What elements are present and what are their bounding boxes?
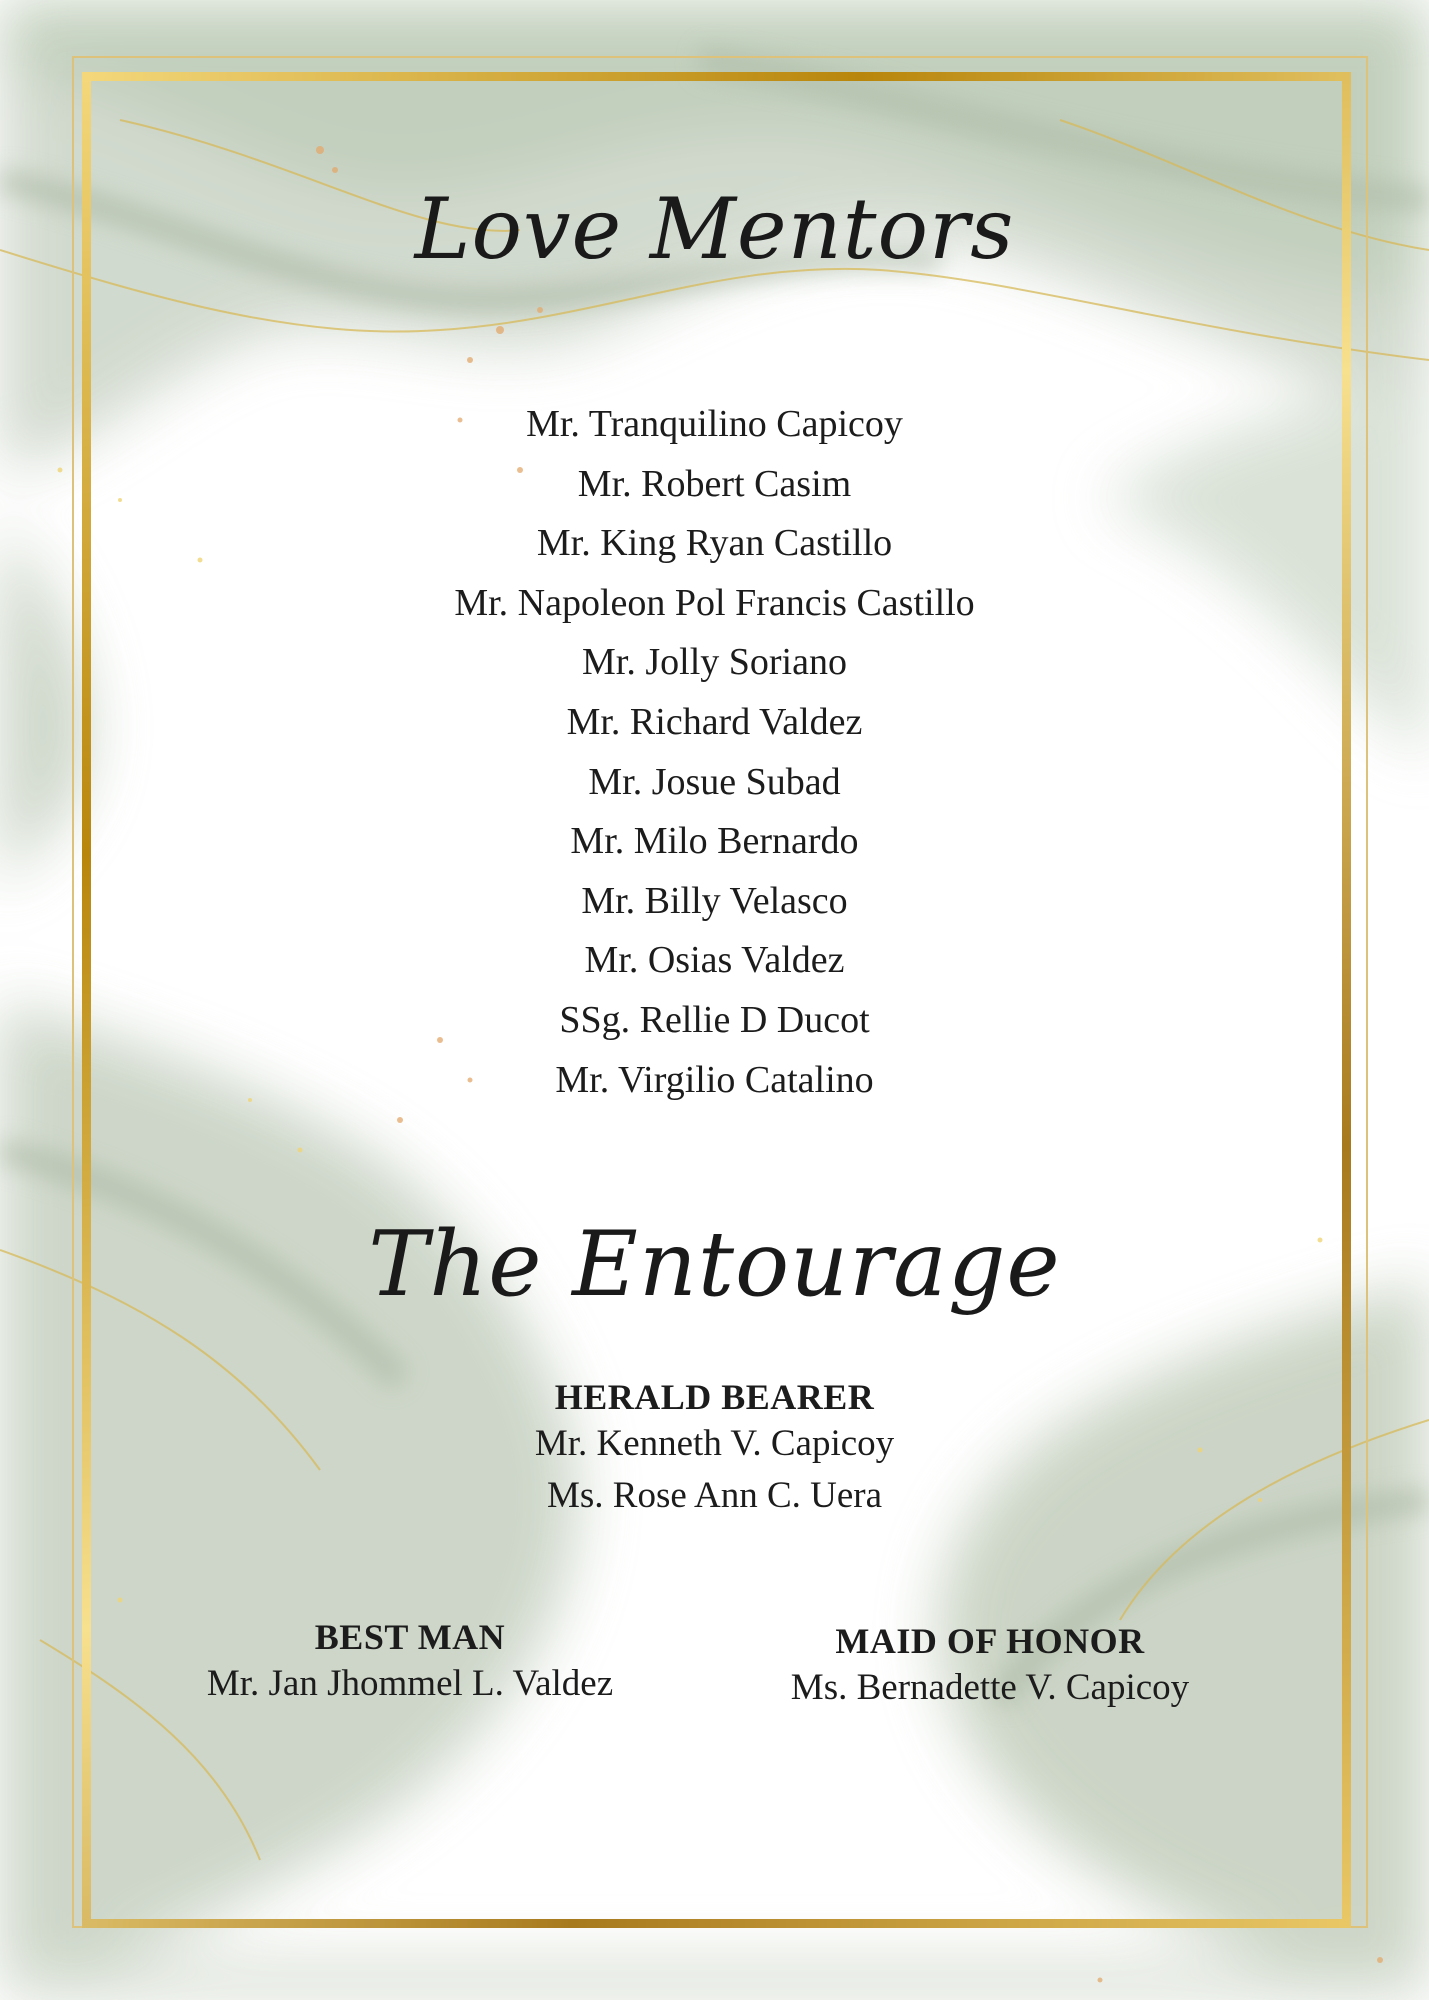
mentor-name: Mr. Robert Casim [577,462,852,505]
maid-of-honor-section [740,1620,1240,1714]
entourage-title: The Entourage [368,1212,1061,1317]
mentor-name: Mr. Osias Valdez [584,939,845,982]
mentor-name: Mr. Tranquilino Capicoy [526,403,903,445]
mentor-name: Mr. Milo Bernardo [570,820,859,863]
maid-of-honor-name: Ms. Bernadette V. Capicoy [790,1667,1190,1708]
maid-of-honor-heading: MAID OF HONOR [835,1621,1145,1661]
herald-bearer-heading: HERALD BEARER [554,1377,875,1417]
mentor-name: Mr. Josue Subad [588,760,841,803]
mentor-name: Mr. Billy Velasco [581,879,848,922]
love-mentors-list [0,395,1429,1110]
mentor-name: Mr. Virgilio Catalino [555,1058,874,1101]
mentor-name: Mr. Napoleon Pol Francis Castillo [454,581,975,624]
love-mentors-title: Love Mentors [414,180,1015,278]
herald-bearer-name: Ms. Rose Ann C. Uera [546,1475,883,1516]
mentor-name: Mr. Jolly Soriano [582,641,847,684]
best-man-heading: BEST MAN [314,1617,506,1657]
best-man-section [160,1616,660,1710]
mentor-name: Mr. King Ryan Castillo [536,522,893,565]
mentor-name: Mr. Richard Valdez [566,700,863,743]
herald-bearer-section [0,1376,1429,1522]
herald-bearer-name: Mr. Kenneth V. Capicoy [534,1423,895,1464]
best-man-name: Mr. Jan Jhommel L. Valdez [206,1663,614,1704]
mentor-name: SSg. Rellie D Ducot [559,998,870,1041]
